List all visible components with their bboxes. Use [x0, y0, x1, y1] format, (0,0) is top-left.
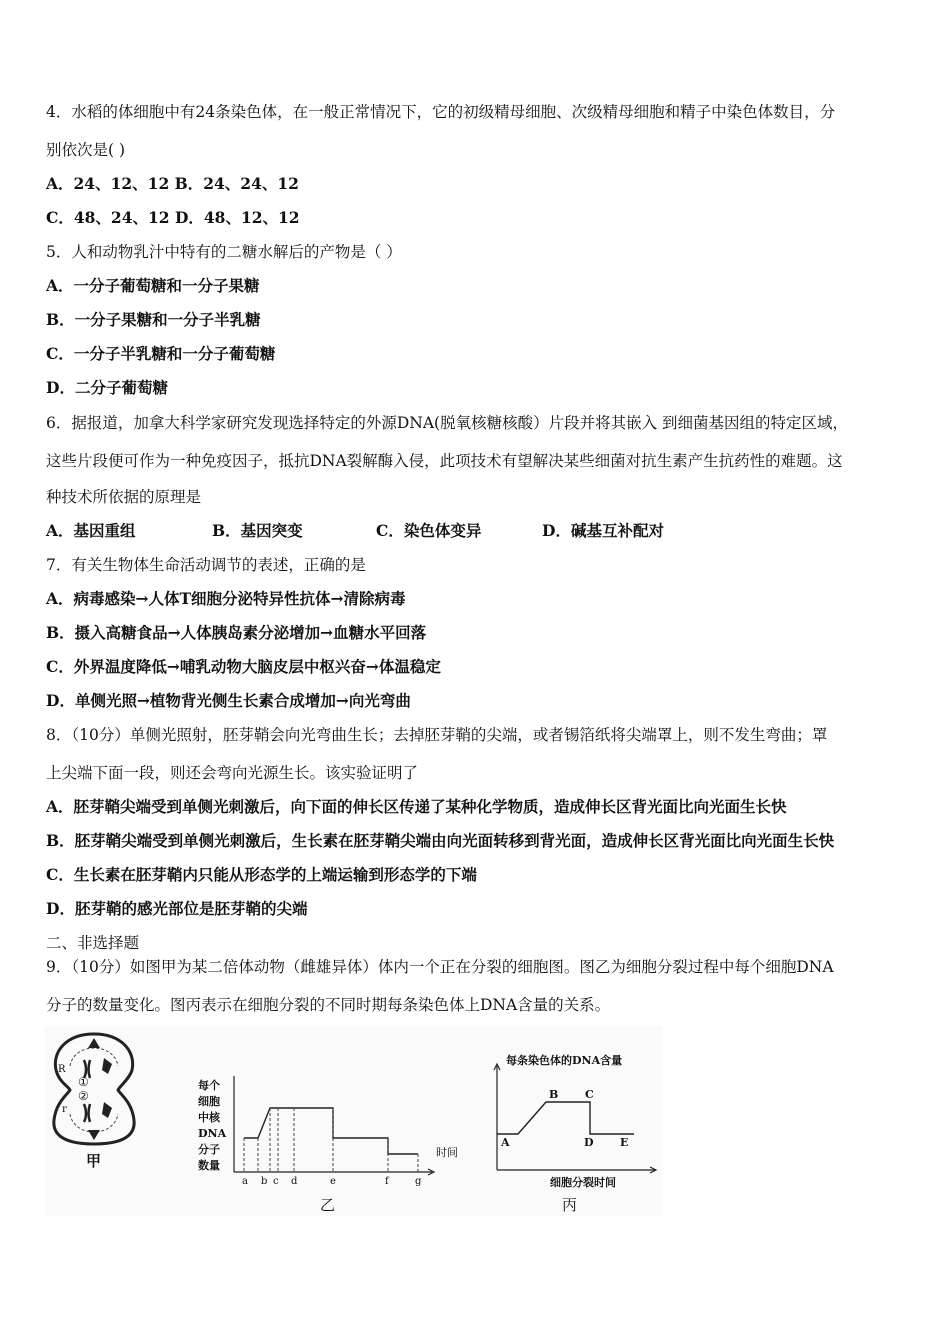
q8-stem-line1: 8．（10分）单侧光照射，胚芽鞘会向光弯曲生长；去掉胚芽鞘的尖端，或者锡箔纸将尖端罩上，则不发生弯曲；罩: [46, 726, 828, 744]
yi-tick-g: g: [415, 1176, 422, 1187]
jia-mark-1: ①: [78, 1075, 89, 1089]
yi-tick-a: a: [242, 1176, 248, 1187]
bing-xlabel: 细胞分裂时间: [550, 1176, 616, 1189]
q8-stem-line2: 上尖端下面一段，则还会弯向光源生长。该实验证明了: [46, 764, 419, 782]
q8-option-c: C．生长素在胚芽鞘内只能从形态学的上端运输到形态学的下端: [46, 865, 477, 884]
bing-point-B: B: [549, 1088, 559, 1101]
q6-option-a: A．基因重组: [46, 521, 136, 540]
q5-option-b: B．一分子果糖和一分子半乳糖: [46, 310, 261, 329]
yi-tick-f: f: [385, 1176, 389, 1187]
yi-ylabel-1: 每个: [198, 1079, 220, 1092]
yi-ylabel-6: 数量: [198, 1159, 220, 1172]
section-heading: 二、非选择题: [46, 934, 140, 952]
q6-stem-line3: 种技术所依据的原理是: [46, 488, 202, 506]
jia-mark-r: r: [62, 1104, 67, 1115]
figure-yi-caption: 乙: [320, 1196, 336, 1214]
yi-ylabel-4: DNA: [198, 1127, 227, 1140]
yi-tick-d: d: [291, 1176, 298, 1187]
q7-option-d: D．单侧光照→植物背光侧生长素合成增加→向光弯曲: [46, 691, 411, 710]
jia-mark-2: ②: [78, 1089, 89, 1103]
q7-option-c: C．外界温度降低→哺乳动物大脑皮层中枢兴奋→体温稳定: [46, 657, 441, 676]
q6-stem-line1: 6．据报道，加拿大科学家研究发现选择特定的外源DNA(脱氧核糖核酸）片段并将其嵌入 到细菌基因组的特定区域，: [46, 414, 849, 432]
q4-stem-line1: 4．水稻的体细胞中有24条染色体，在一般正常情况下，它的初级精母细胞、次级精母细胞和精子中染色体数目，分: [46, 103, 836, 121]
q5-stem: 5．人和动物乳汁中特有的二糖水解后的产物是（ ）: [46, 243, 402, 261]
q4-stem-line2: 别依次是( ): [46, 141, 126, 159]
yi-ylabel-3: 中核: [198, 1111, 220, 1124]
q9-stem-line1: 9．（10分）如图甲为某二倍体动物（雌雄异体）体内一个正在分裂的细胞图。图乙为细胞分裂过程中每个细胞DNA: [46, 958, 834, 976]
q4-options-cd: C．48、24、12 D．48、12、12: [46, 208, 300, 227]
yi-ylabel-5: 分子: [198, 1143, 220, 1156]
figure-bing-caption: 丙: [562, 1196, 578, 1214]
yi-tick-e: e: [330, 1176, 336, 1187]
bing-ylabel: 每条染色体的DNA含量: [506, 1054, 623, 1067]
bing-point-E: E: [620, 1136, 629, 1149]
q7-stem: 7．有关生物体生命活动调节的表述，正确的是: [46, 556, 366, 574]
jia-mark-R: R: [58, 1064, 66, 1075]
q4-options-ab: A．24、12、12 B．24、24、12: [46, 174, 299, 193]
q9-stem-line2: 分子的数量变化。图丙表示在细胞分裂的不同时期每条染色体上DNA含量的关系。: [46, 996, 611, 1014]
q7-option-a: A．病毒感染→人体T细胞分泌特异性抗体→清除病毒: [46, 589, 406, 608]
yi-ylabel-2: 细胞: [198, 1095, 220, 1108]
bing-point-D: D: [584, 1136, 594, 1149]
q9-figures: [44, 1026, 662, 1216]
q6-option-b: B．基因突变: [212, 521, 303, 540]
figure-jia-caption: 甲: [86, 1152, 102, 1170]
q8-option-b: B．胚芽鞘尖端受到单侧光刺激后，生长素在胚芽鞘尖端由向光面转移到背光面，造成伸长区背光面比向光面生长快: [46, 831, 835, 850]
bing-point-C: C: [585, 1088, 594, 1101]
yi-tick-b: b: [261, 1176, 268, 1187]
q6-option-c: C．染色体变异: [376, 521, 482, 540]
q8-option-a: A．胚芽鞘尖端受到单侧光刺激后，向下面的伸长区传递了某种化学物质，造成伸长区背光面比向光面生长快: [46, 797, 787, 816]
bing-point-A: A: [501, 1136, 510, 1149]
yi-xlabel: 时间: [436, 1146, 458, 1159]
q6-option-d: D．碱基互补配对: [542, 521, 664, 540]
q5-option-d: D．二分子葡萄糖: [46, 378, 168, 397]
q6-stem-line2: 这些片段便可作为一种免疫因子，抵抗DNA裂解酶入侵，此项技术有望解决某些细菌对抗生素产生抗药性的难题。这: [46, 452, 843, 470]
q5-option-a: A．一分子葡萄糖和一分子果糖: [46, 276, 260, 295]
q5-option-c: C．一分子半乳糖和一分子葡萄糖: [46, 344, 276, 363]
q7-option-b: B．摄入高糖食品→人体胰岛素分泌增加→血糖水平回落: [46, 623, 427, 642]
yi-tick-c: c: [273, 1176, 279, 1187]
q8-option-d: D．胚芽鞘的感光部位是胚芽鞘的尖端: [46, 899, 308, 918]
